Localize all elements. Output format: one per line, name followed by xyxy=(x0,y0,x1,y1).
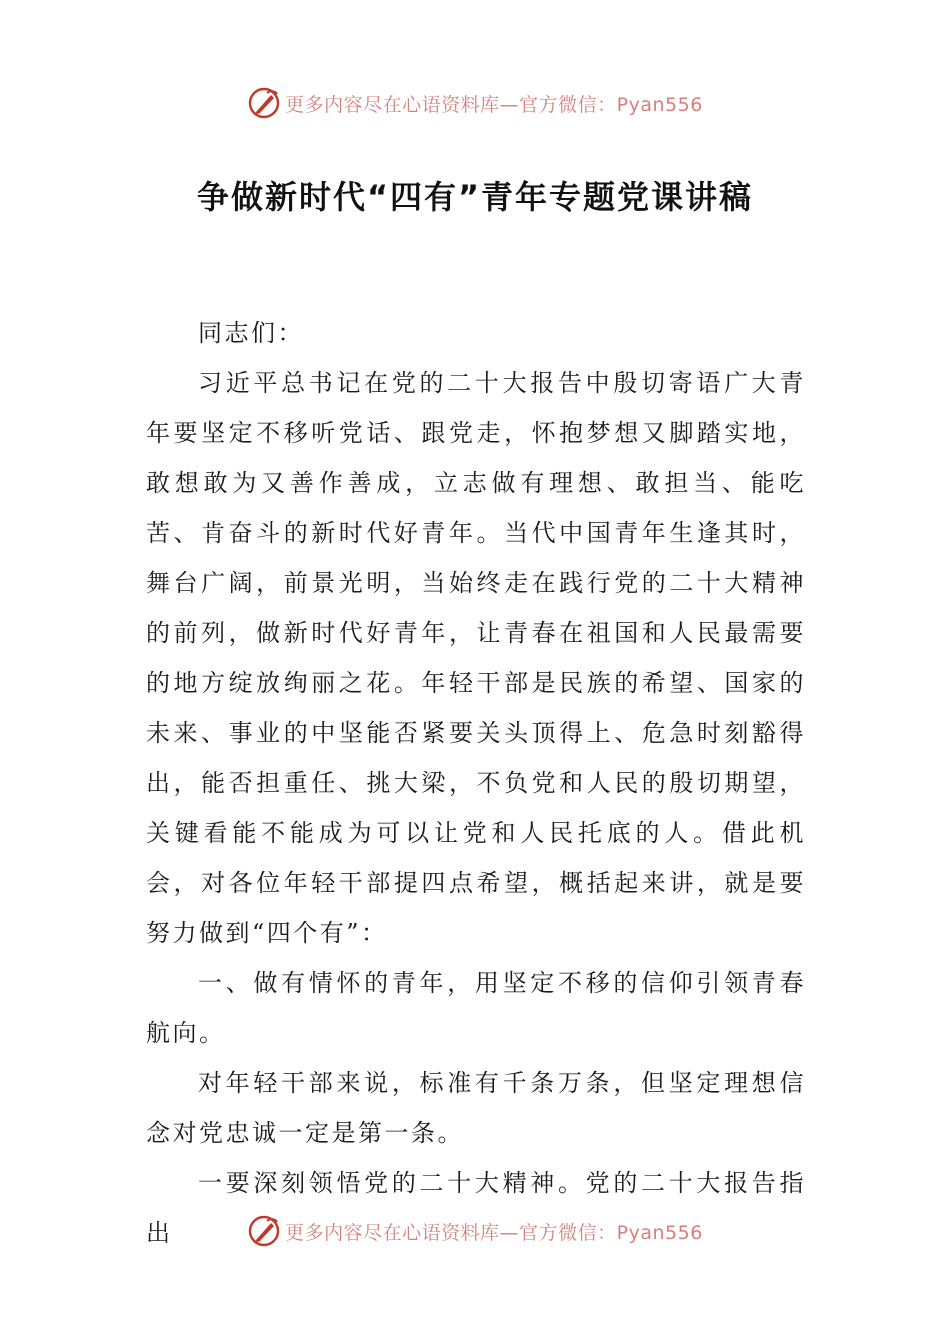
paragraph-salutation: 同志们： xyxy=(198,319,304,347)
header-banner xyxy=(0,83,950,123)
quill-pen-logo-icon xyxy=(247,86,281,120)
document-body xyxy=(146,308,806,1258)
paragraph-intro: 习近平总书记在党的二十大报告中殷切寄语广大青年要坚定不移听党话、跟党走，怀抱梦想又脚踏实地，敢想敢为又善作善成，立志做有理想、敢担当、能吃苦、肯奋斗的新时代好青年。当代中国青年生逢其时，舞台广阔，前景光明，当始终走在践行党的二十大精神的前列，做新时代好青年，让青春在祖国和人民最需要的地方绽放绚丽之花。年轻干部是民族的希望、国家的未来、事业的中坚能否紧要关头顶得上、危急时刻豁得出，能否担重任、挑大梁，不负党和人民的殷切期望，关键看能不能成为可以让党和人民托底的人。借此机会，对各位年轻干部提四点希望，概括起来讲，就是要努力做到“四个有”： xyxy=(146,369,806,947)
header-banner-text: 更多内容尽在心语资料库—官方微信：Pyan556 xyxy=(285,93,703,116)
paragraph: 一要深刻领悟党的二十大精神。党的二十大报告指出 xyxy=(146,1169,806,1247)
footer-banner xyxy=(0,1211,950,1251)
footer-banner-text: 更多内容尽在心语资料库—官方微信：Pyan556 xyxy=(285,1221,703,1244)
paragraph-section-heading: 一、做有情怀的青年，用坚定不移的信仰引领青春航向。 xyxy=(146,969,806,1047)
paragraph: 对年轻干部来说，标准有千条万条，但坚定理想信念对党忠诚一定是第一条。 xyxy=(146,1069,806,1147)
document-title: 争做新时代“四有”青年专题党课讲稿 xyxy=(196,178,754,216)
quill-pen-logo-icon xyxy=(247,1214,281,1248)
